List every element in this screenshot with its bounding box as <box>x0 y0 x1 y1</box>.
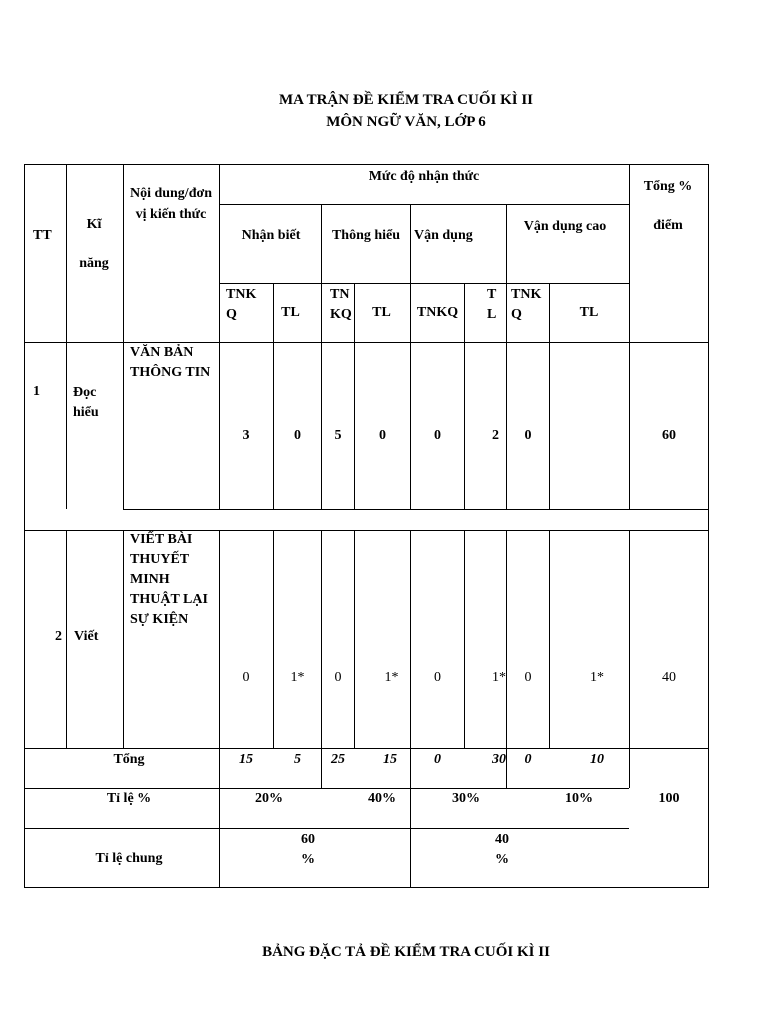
row-value: 1* <box>590 670 604 685</box>
row-ki-nang: Đọc hiểu <box>73 385 99 420</box>
row-value: 0 <box>379 428 386 443</box>
row-tong: 40 <box>662 670 676 685</box>
header-noi-dung: Nội dung/đơn vị kiến thức <box>129 186 213 222</box>
tong-value: 10 <box>590 752 604 767</box>
row-value: 1* <box>290 670 305 685</box>
ti-le-chung-value: 40 % <box>495 832 509 867</box>
tong-value: 15 <box>383 752 397 767</box>
row-value: 0 <box>334 670 342 685</box>
sub-header: TL <box>487 287 497 322</box>
tong-value: 30 <box>492 752 506 767</box>
row-value: 1* <box>384 670 399 685</box>
tong-value: 25 <box>331 752 345 767</box>
header-tt: TT <box>33 228 52 243</box>
row-noi-dung: VĂN BẢN THÔNG TIN <box>130 345 211 380</box>
row-value: 0 <box>524 670 532 685</box>
spec-title: BẢNG ĐẶC TẢ ĐỀ KIỂM TRA CUỐI KÌ II <box>262 944 550 960</box>
row-ki-nang: Viết <box>74 629 99 644</box>
ti-le-tong: 100 <box>658 791 680 806</box>
ti-le-value: 40% <box>368 791 396 806</box>
header-thong-hieu: Thông hiểu <box>331 228 401 243</box>
doc-subtitle: MÔN NGỮ VĂN, LỚP 6 <box>326 114 486 130</box>
header-tong-pct: Tổng % điểm <box>643 179 693 233</box>
row-value: 2 <box>492 428 499 443</box>
row-value: 0 <box>434 670 441 685</box>
header-van-dung-cao: Vận dụng cao <box>523 219 607 234</box>
sub-header: TL <box>281 305 300 320</box>
row-value: 1* <box>492 670 506 685</box>
row-value: 5 <box>334 428 342 443</box>
tong-value: 0 <box>434 752 441 767</box>
ti-le-label: Tỉ lệ % <box>106 791 152 806</box>
tong-value: 15 <box>239 752 253 767</box>
ti-le-value: 20% <box>255 791 283 806</box>
row-value: 0 <box>434 428 441 443</box>
sub-header: TNKQ <box>330 287 352 322</box>
row-value: 0 <box>524 428 532 443</box>
row-value: 3 <box>242 428 250 443</box>
sub-header: TL <box>372 305 391 320</box>
row-value: 0 <box>242 670 250 685</box>
row-tt: 1 <box>33 384 40 399</box>
row-tt: 2 <box>55 629 62 644</box>
sub-header: TNKQ <box>226 287 257 322</box>
tong-value: 0 <box>524 752 532 767</box>
doc-title: MA TRẬN ĐỀ KIỂM TRA CUỐI KÌ II <box>278 92 534 108</box>
ti-le-value: 10% <box>565 791 593 806</box>
sub-header: TL <box>579 305 599 320</box>
ti-le-chung-value: 60 % <box>301 832 315 867</box>
header-van-dung: Vận dụng <box>414 228 473 243</box>
tong-label: Tổng <box>113 752 145 767</box>
row-value: 0 <box>294 428 301 443</box>
ti-le-value: 30% <box>452 791 480 806</box>
row-tong: 60 <box>662 428 676 443</box>
tong-value: 5 <box>294 752 301 767</box>
header-ki-nang: Kĩ năng <box>79 217 109 271</box>
ti-le-chung-label: Tỉ lệ chung <box>95 851 163 866</box>
sub-header: TNKQ <box>416 305 459 320</box>
header-nhan-biet: Nhận biết <box>241 228 301 243</box>
row-noi-dung: VIẾT BÀI THUYẾT MINH THUẬT LẠI SỰ KIỆN <box>130 532 208 627</box>
header-muc-do: Mức độ nhận thức <box>368 169 480 184</box>
sub-header: TNKQ <box>511 287 542 322</box>
